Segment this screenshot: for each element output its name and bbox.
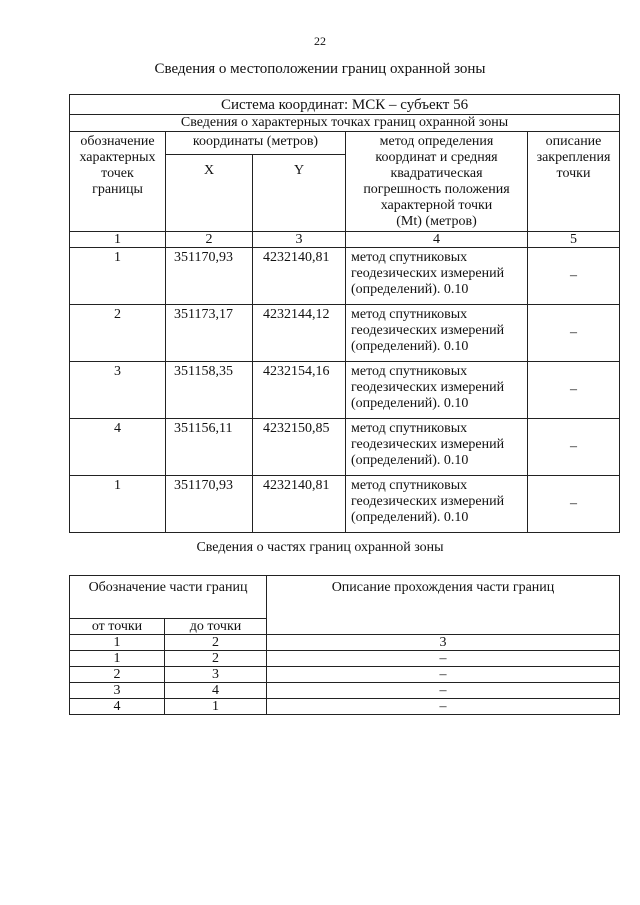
header-method-line: характерной точки (380, 198, 493, 213)
method-line: геодезических измерений (351, 323, 505, 338)
header-x: X (166, 155, 253, 232)
method-line: геодезических измерений (351, 437, 505, 452)
coordinate-x: 351156,11 (166, 419, 253, 476)
column-number: 3 (253, 232, 346, 248)
header-method-line: погрешность положения (363, 182, 510, 197)
boundary-points-table (69, 94, 620, 533)
section-title-boundary-parts: Сведения о частях границ охранной зоны (196, 540, 444, 555)
method-line: геодезических измерений (351, 494, 505, 509)
table-row (70, 305, 620, 362)
coordinate-x: 351158,35 (166, 362, 253, 419)
part-description: 3 (267, 635, 620, 651)
part-description: – (267, 699, 620, 715)
method-line: метод спутниковых (351, 307, 468, 322)
header-method (346, 132, 528, 232)
method-line: метод спутниковых (351, 250, 468, 265)
coordinate-y: 4232144,12 (253, 305, 346, 362)
method-line: (определений). 0.10 (351, 282, 469, 297)
method-line: метод спутниковых (351, 421, 468, 436)
method-cell (346, 305, 528, 362)
to-point: 4 (165, 683, 267, 699)
method-line: (определений). 0.10 (351, 453, 469, 468)
table-row (70, 651, 620, 667)
from-point: 4 (70, 699, 165, 715)
from-point: 1 (70, 651, 165, 667)
header-to-point: до точки (165, 619, 267, 635)
table-row (70, 699, 620, 715)
section-title-boundary-location: Сведения о местоположении границ охранной зоны (154, 61, 486, 77)
point-number: 2 (70, 305, 166, 362)
header-desc-line: закрепления (536, 150, 611, 165)
table-row (70, 683, 620, 699)
header-method-line: метод определения (379, 134, 494, 149)
method-cell (346, 476, 528, 533)
to-point: 2 (165, 651, 267, 667)
table-row (70, 667, 620, 683)
coordinate-system-cell: Система координат: МСК – субъект 56 (70, 95, 620, 115)
header-from-point: от точки (70, 619, 165, 635)
method-line: метод спутниковых (351, 364, 468, 379)
to-point: 1 (165, 699, 267, 715)
coordinate-y: 4232140,81 (253, 476, 346, 533)
fixing-description: – (528, 419, 620, 476)
part-description: – (267, 683, 620, 699)
method-cell (346, 248, 528, 305)
point-number: 1 (70, 248, 166, 305)
fixing-description: – (528, 476, 620, 533)
boundary-points-caption-cell: Сведения о характерных точках границ охранной зоны (70, 115, 620, 132)
header-desc-line: точки (556, 166, 591, 181)
column-number: 2 (166, 232, 253, 248)
column-number: 4 (346, 232, 528, 248)
table-row (70, 635, 620, 651)
table-row (70, 419, 620, 476)
method-line: геодезических измерений (351, 380, 505, 395)
table-row (70, 476, 620, 533)
point-number: 4 (70, 419, 166, 476)
to-point: 3 (165, 667, 267, 683)
page-number: 22 (314, 34, 326, 48)
method-line: геодезических измерений (351, 266, 505, 281)
from-point: 2 (70, 667, 165, 683)
coordinate-y: 4232150,85 (253, 419, 346, 476)
method-cell (346, 419, 528, 476)
table-row (70, 362, 620, 419)
column-number: 1 (70, 232, 166, 248)
header-point-designation (70, 132, 166, 232)
method-line: (определений). 0.10 (351, 339, 469, 354)
header-point-line: точек (101, 166, 134, 181)
coordinate-x: 351170,93 (166, 248, 253, 305)
table-row (70, 248, 620, 305)
header-fixing-description (528, 132, 620, 232)
fixing-description: – (528, 362, 620, 419)
method-line: (определений). 0.10 (351, 510, 469, 525)
boundary-parts-table (69, 575, 620, 715)
column-number: 5 (528, 232, 620, 248)
fixing-description: – (528, 248, 620, 305)
coordinate-y: 4232140,81 (253, 248, 346, 305)
header-part-description: Описание прохождения части границ (267, 576, 620, 635)
method-line: метод спутниковых (351, 478, 468, 493)
method-line: (определений). 0.10 (351, 396, 469, 411)
part-description: – (267, 651, 620, 667)
header-method-line: координат и средняя (375, 150, 498, 165)
point-number: 1 (70, 476, 166, 533)
header-method-line: квадратическая (390, 166, 483, 181)
to-point: 2 (165, 635, 267, 651)
header-coordinates: координаты (метров) (166, 132, 346, 155)
header-desc-line: описание (545, 134, 602, 149)
header-y: Y (253, 155, 346, 232)
from-point: 1 (70, 635, 165, 651)
point-number: 3 (70, 362, 166, 419)
coordinate-x: 351173,17 (166, 305, 253, 362)
header-point-line: обозначение (80, 134, 155, 149)
coordinate-x: 351170,93 (166, 476, 253, 533)
coordinate-y: 4232154,16 (253, 362, 346, 419)
from-point: 3 (70, 683, 165, 699)
header-point-line: характерных (79, 150, 156, 165)
part-description: – (267, 667, 620, 683)
fixing-description: – (528, 305, 620, 362)
header-part-designation: Обозначение части границ (70, 576, 267, 619)
header-point-line: границы (92, 182, 143, 197)
method-cell (346, 362, 528, 419)
header-method-line: (Mt) (метров) (396, 214, 477, 229)
